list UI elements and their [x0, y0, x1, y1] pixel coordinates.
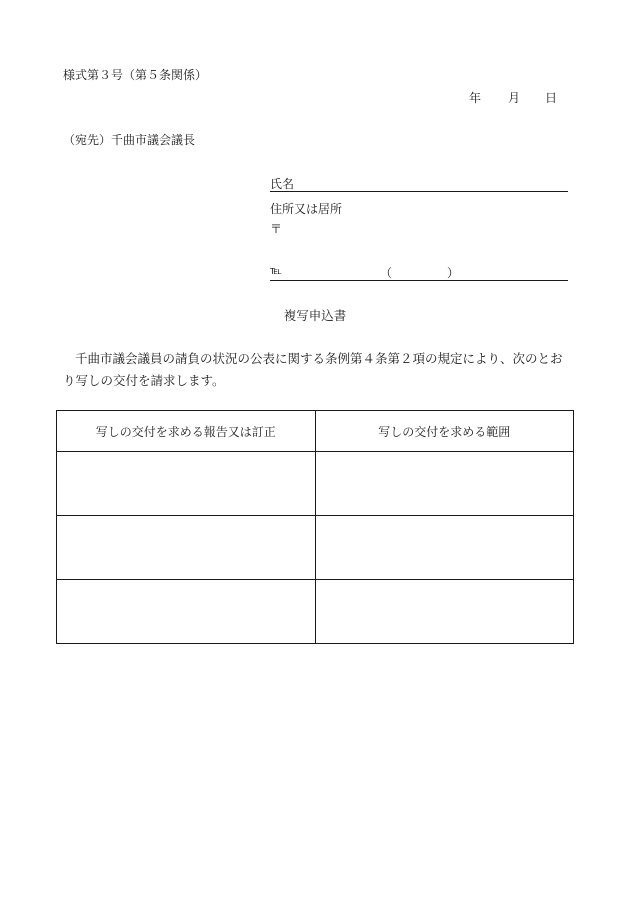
table-header-row [57, 411, 574, 452]
name-label: 氏名 [270, 177, 295, 191]
document-title-text: 複写申込書 [283, 308, 347, 323]
tel-field[interactable] [270, 264, 568, 281]
form-identifier: 様式第３号（第５条関係） [63, 68, 208, 82]
postal-mark: 〒 [270, 222, 283, 236]
table-row [57, 516, 574, 580]
header-report-or-correction: 写しの交付を求める報告又は訂正 [57, 411, 316, 452]
table-row [57, 452, 574, 516]
request-statement [63, 348, 573, 392]
table-row [57, 580, 574, 644]
tel-label: ℡ [270, 264, 282, 277]
report-cell[interactable] [57, 580, 316, 644]
request-statement-text: 千曲市議会議員の請負の状況の公表に関する条例第４条第２項の規定により、次のとおり写しの交付を請求します。 [63, 351, 563, 388]
tel-paren-open: （ [380, 266, 393, 280]
date-year-label: 年 [469, 91, 482, 105]
addressee: （宛先）千曲市議会議長 [63, 133, 196, 147]
report-cell[interactable] [57, 452, 316, 516]
scope-cell[interactable] [315, 580, 574, 644]
report-cell[interactable] [57, 516, 316, 580]
scope-cell[interactable] [315, 516, 574, 580]
date-month-label: 月 [508, 91, 521, 105]
header-scope: 写しの交付を求める範囲 [315, 411, 574, 452]
address-label: 住所又は居所 [270, 202, 343, 216]
tel-paren-close: ） [447, 266, 460, 280]
request-table [56, 410, 574, 644]
scope-cell[interactable] [315, 452, 574, 516]
applicant-block [270, 175, 568, 280]
name-field[interactable] [270, 175, 568, 192]
date-day-label: 日 [545, 91, 558, 105]
document-title [0, 306, 630, 324]
